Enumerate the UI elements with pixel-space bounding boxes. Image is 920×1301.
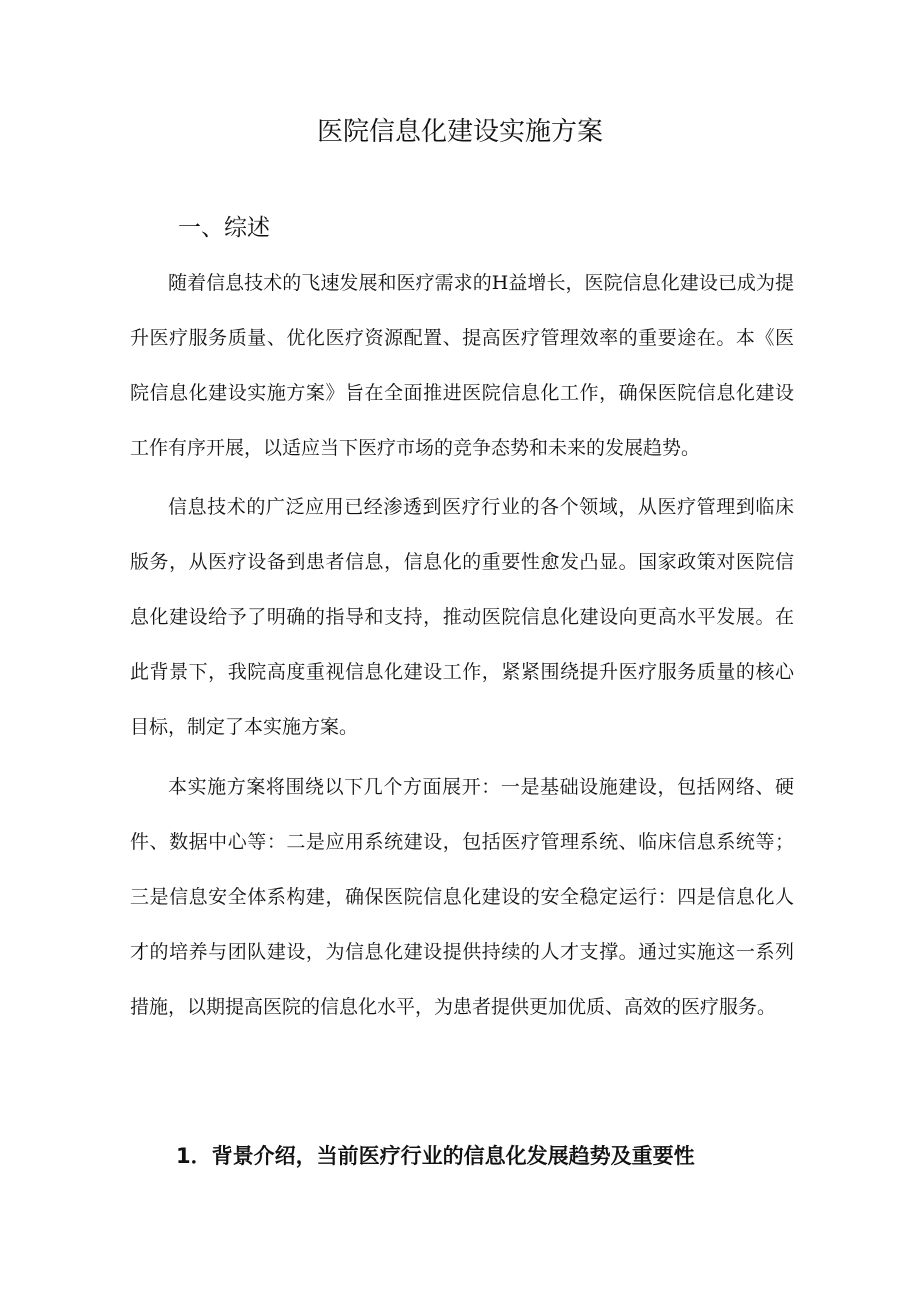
document-title: 医院信息化建设实施方案 — [316, 117, 603, 147]
section-heading-overview: 一、综述 — [178, 215, 270, 241]
paragraph-plan-scope: 本实施方案将围绕以下几个方面展开：一是基础设施建设，包括网络、硬件、数据中心等：二是应用系统建设，包括医疗管理系统、临床信息系统等；三是信息安全体系构建，确保医院信息化建设的安全稳定运行：四是信息化人才的培养与团队建设，为信息化建设提供持续的人才支撑。通过实施这一系列措施，以期提高医院的信息化水平，为患者提供更加优质、高效的医疗服务。 — [130, 776, 794, 1018]
paragraph-intro: 随着信息技术的飞速发展和医疗需求的H益增长，医院信息化建设已成为提升医疗服务质量、优化医疗资源配置、提高医疗管理效率的重要途在。本《医院信息化建设实施方案》旨在全面推进医院信息化工作，确保医院信息化建设工作有序开展，以适应当下医疗市场的竞争态势和未来的发展趋势。 — [130, 272, 794, 459]
paragraph-context: 信息技术的广泛应用已经渗透到医疗行业的各个领域，从医疗管理到临床版务，从医疗设备到患者信息，信息化的重要性愈发凸显。国家政策对医院信息化建设给予了明确的指导和支持，推动医院信息化建设向更高水平发展。在此背景下，我院高度重视信息化建设工作，紧紧围绕提升医疗服务质量的核心目标，制定了本实施方案。 — [130, 496, 794, 738]
subsection-heading-background: 1．背景介绍，当前医疗行业的信息化发展趋势及重要性 — [176, 1144, 695, 1168]
